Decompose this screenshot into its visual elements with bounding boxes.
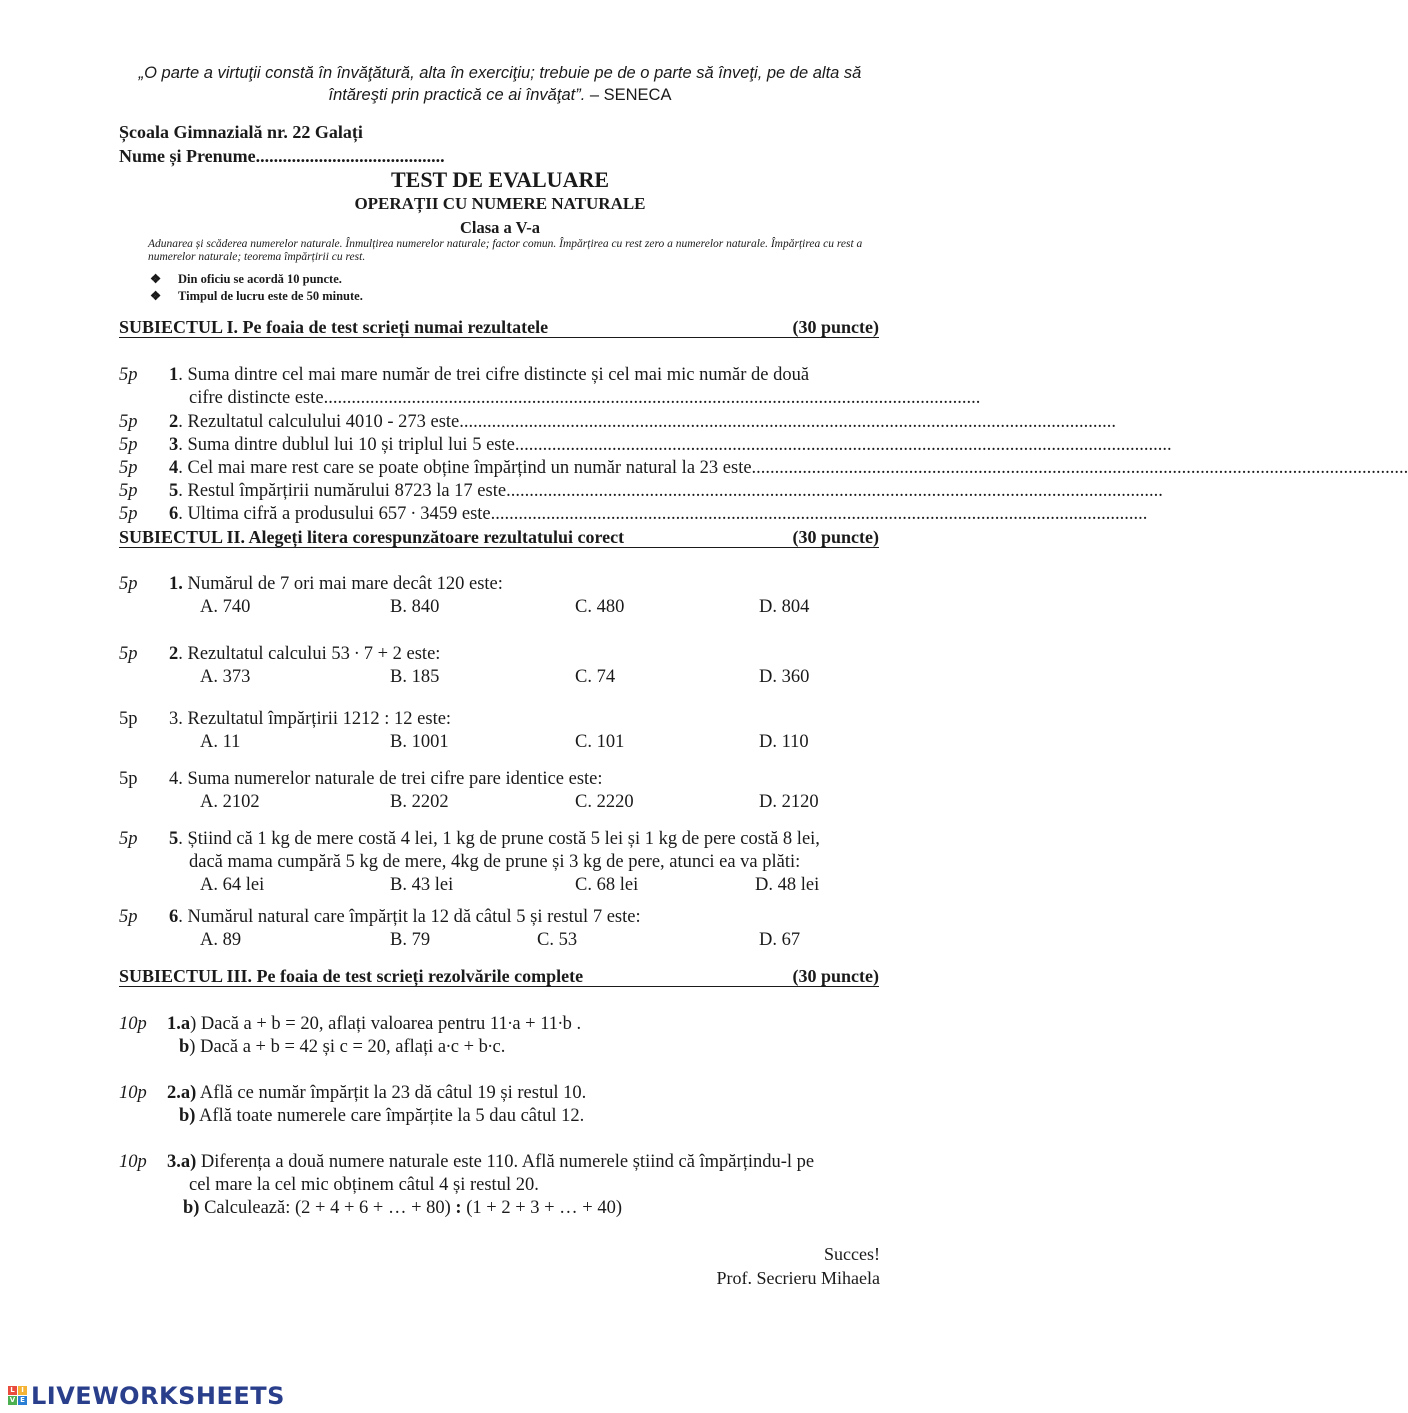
item-number: 5 (169, 481, 179, 501)
logo-text: LIVEWORKSHEETS (31, 1382, 285, 1410)
name-field-label: Nume și Prenume.......................................... (119, 146, 445, 166)
item-text: . Numărul natural care împărțit la 12 dă câtul 5 și restul 7 este: (178, 907, 641, 927)
option-b[interactable]: B. 1001 (390, 732, 449, 752)
item-points: 5p (119, 574, 138, 594)
answer-options (119, 596, 879, 619)
test-grade: Clasa a V-a (459, 218, 541, 237)
item-text: . Suma dintre dublul lui 10 și triplul lui 5 este (178, 435, 515, 455)
logo-letter: L (8, 1386, 17, 1395)
item-number: 4 (169, 458, 179, 478)
item-points: 10p (119, 1152, 147, 1172)
subject-1-heading (119, 317, 879, 338)
subject-2-item-2 (119, 643, 879, 689)
item-subnumber: b) (179, 1106, 196, 1126)
closing (717, 1242, 880, 1290)
answer-blank[interactable]: .............................................................................................................................................. (514, 435, 1172, 455)
item-number: 2.a) (167, 1083, 197, 1103)
logo-letter: E (18, 1396, 27, 1405)
logo-letter: I (18, 1386, 27, 1395)
item-points: 5p (119, 504, 138, 524)
item-points: 5p (119, 769, 138, 789)
subject-1-item-4 (119, 457, 1408, 480)
item-points: 5p (119, 644, 138, 664)
liveworksheets-logo[interactable] (8, 1382, 285, 1410)
division-operator: : (450, 1198, 467, 1218)
subject-3-points: (30 puncte) (792, 966, 879, 986)
subject-1-points: (30 puncte) (792, 317, 879, 337)
answer-options (119, 731, 879, 754)
subject-2-heading (119, 527, 879, 548)
option-b[interactable]: B. 840 (390, 597, 440, 617)
option-c[interactable]: C. 74 (575, 667, 616, 687)
option-c[interactable]: C. 68 lei (575, 875, 639, 895)
option-d[interactable]: D. 67 (759, 930, 801, 950)
quote-author: – SENECA (585, 86, 672, 104)
option-c[interactable]: C. 101 (575, 732, 625, 752)
subject-1-item-6 (119, 503, 1148, 526)
option-a[interactable]: A. 64 lei (200, 875, 265, 895)
option-b[interactable]: B. 2202 (390, 792, 449, 812)
subject-2-item-6 (119, 906, 879, 952)
info-points: ❖ Din oficiu se acordă 10 puncte. (150, 272, 342, 286)
option-c[interactable]: C. 53 (537, 930, 578, 950)
item-text-b: ) Dacă a + b = 42 și c = 20, aflați a∙c + b∙c. (189, 1037, 506, 1057)
item-points: 5p (119, 907, 138, 927)
item-text: . Știind că 1 kg de mere costă 4 lei, 1 kg de prune costă 5 lei și 1 kg de pere costă 8 lei, (178, 829, 820, 849)
info-time: ❖ Timpul de lucru este de 50 minute. (150, 289, 363, 303)
subject-2-title: SUBIECTUL II. Alegeți litera corespunzătoare rezultatului corect (119, 527, 625, 547)
logo-icon (8, 1386, 28, 1406)
option-a[interactable]: A. 740 (200, 597, 251, 617)
item-points: 10p (119, 1014, 147, 1034)
item-text: Numărul de 7 ori mai mare decât 120 este: (182, 574, 503, 594)
item-text: . Ultima cifră a produsului 657 ∙ 3459 este (178, 504, 491, 524)
succes-text: Succes! (824, 1244, 880, 1264)
teacher-name: Prof. Secrieru Mihaela (716, 1268, 880, 1288)
answer-blank[interactable]: .............................................................................................................................................. (490, 504, 1148, 524)
item-number: 5 (169, 829, 179, 849)
item-number: 1. (169, 574, 183, 594)
bullet-icon: ❖ (150, 272, 162, 286)
item-points: 10p (119, 1083, 147, 1103)
item-points: 5p (119, 365, 138, 385)
subject-2-item-3 (119, 708, 879, 754)
subject-3-item-3 (119, 1151, 899, 1220)
item-number: 3 (169, 435, 179, 455)
subject-1-item-3 (119, 434, 1172, 457)
quote-line-1: „O parte a virtuţii constă în învăţătură, alta în exerciţiu; trebuie pe de o parte să înveţi, pe de alta să (138, 64, 862, 82)
item-text-b: Calculează: (2 + 4 + 6 + … + 80) (199, 1198, 451, 1218)
item-number: 2 (169, 412, 179, 432)
school-name: Școala Gimnazială nr. 22 Galați (119, 122, 363, 142)
item-text: . Cel mai mare rest care se poate obține împărțind un număr natural la 23 este (178, 458, 752, 478)
item-text-a-continued: cel mare la cel mic obținem câtul 4 și restul 20. (189, 1175, 539, 1195)
item-number: 2 (169, 644, 179, 664)
subject-3-item-1 (119, 1013, 899, 1059)
item-text-continued: cifre distincte este (189, 388, 324, 408)
answer-blank[interactable]: .............................................................................................................................................. (751, 458, 1408, 478)
item-text: . Restul împărțirii numărului 8723 la 17 este (178, 481, 507, 501)
item-points: 5p (119, 709, 138, 729)
item-text-b-divisor: (1 + 2 + 3 + … + 40) (466, 1198, 623, 1218)
subject-1-item-1 (119, 364, 981, 410)
subject-1-item-5 (119, 480, 1163, 503)
test-subtitle: OPERAȚII CU NUMERE NATURALE (354, 194, 646, 213)
item-points: 5p (119, 829, 138, 849)
subject-3-title: SUBIECTUL III. Pe foaia de test scrieți rezolvările complete (119, 966, 584, 986)
item-points: 5p (119, 481, 138, 501)
option-d[interactable]: D. 48 lei (755, 875, 820, 895)
item-text: . Suma dintre cel mai mare număr de trei cifre distincte și cel mai mic număr de două (178, 365, 810, 385)
option-c[interactable]: C. 480 (575, 597, 625, 617)
option-b[interactable]: B. 43 lei (390, 875, 454, 895)
option-a[interactable]: A. 373 (200, 667, 251, 687)
answer-options (119, 666, 879, 689)
item-number: 6 (169, 907, 179, 927)
subject-3-item-2 (119, 1082, 899, 1128)
quote-line-2: întăreşti prin practică ce ai învăţat”. – SENECA (328, 86, 672, 104)
answer-options (119, 929, 879, 952)
bullet-icon: ❖ (150, 289, 162, 303)
item-text: . Rezultatul calculului 4010 - 273 este (178, 412, 460, 432)
subject-1-item-2 (119, 411, 1117, 434)
item-number: 1.a (167, 1014, 191, 1034)
answer-options (119, 791, 879, 814)
answer-blank[interactable]: .............................................................................................................................................. (459, 412, 1117, 432)
test-description: Adunarea și scăderea numerelor naturale. Înmulțirea numerelor naturale; factor comun. Împărțirea cu rest zero a numerelor naturale. Împărțirea cu rest a numerelor naturale; teorema împărțirii cu rest. (148, 238, 863, 263)
subject-1-title: SUBIECTUL I. Pe foaia de test scrieți numai rezultatele (119, 317, 549, 337)
item-points: 5p (119, 435, 138, 455)
item-number: 3.a) (167, 1152, 197, 1172)
item-text-b: Află toate numerele care împărțite la 5 dau câtul 12. (195, 1106, 585, 1126)
subject-2-item-5 (119, 828, 879, 897)
option-a[interactable]: A. 11 (200, 732, 241, 752)
subject-2-item-1 (119, 573, 879, 619)
logo-letter: V (9, 1396, 16, 1404)
answer-blank[interactable]: .............................................................................................................................................. (323, 388, 981, 408)
item-text-a: Diferența a două numere naturale este 110. Află numerele știind că împărțindu-l pe (196, 1152, 815, 1172)
subject-2-item-4 (119, 768, 879, 814)
school-header (119, 120, 445, 168)
answer-options (119, 874, 879, 897)
option-d[interactable]: D. 110 (759, 732, 809, 752)
test-title: TEST DE EVALUARE (390, 167, 610, 192)
item-text: . Rezultatul calcului 53 ∙ 7 + 2 este: (178, 644, 441, 664)
subject-3-heading (119, 966, 879, 987)
item-text-a: ) Dacă a + b = 20, aflați valoarea pentru 11∙a + 11∙b . (190, 1014, 582, 1034)
item-text: 4. Suma numerelor naturale de trei cifre pare identice este: (169, 769, 603, 789)
item-text-a: Află ce număr împărțit la 23 dă câtul 19 și restul 10. (196, 1083, 587, 1103)
subject-2-points: (30 puncte) (792, 527, 879, 547)
option-a[interactable]: A. 89 (200, 930, 242, 950)
option-a[interactable]: A. 2102 (200, 792, 260, 812)
item-text-continued: dacă mama cumpără 5 kg de mere, 4kg de prune și 3 kg de pere, atunci ea va plăti: (189, 852, 801, 872)
item-number: 1 (169, 365, 179, 385)
quote (120, 62, 880, 106)
item-subnumber: b (179, 1037, 190, 1057)
answer-blank[interactable]: .............................................................................................................................................. (506, 481, 1163, 501)
item-points: 5p (119, 412, 138, 432)
option-c[interactable]: C. 2220 (575, 792, 634, 812)
item-text: 3. Rezultatul împărțirii 1212 : 12 este: (169, 709, 452, 729)
item-points: 5p (119, 458, 138, 478)
item-subnumber: b) (183, 1198, 200, 1218)
option-d[interactable]: D. 360 (759, 667, 810, 687)
option-d[interactable]: D. 804 (759, 597, 810, 617)
option-d[interactable]: D. 2120 (759, 792, 819, 812)
option-b[interactable]: B. 185 (390, 667, 440, 687)
item-number: 6 (169, 504, 179, 524)
option-b[interactable]: B. 79 (390, 930, 431, 950)
